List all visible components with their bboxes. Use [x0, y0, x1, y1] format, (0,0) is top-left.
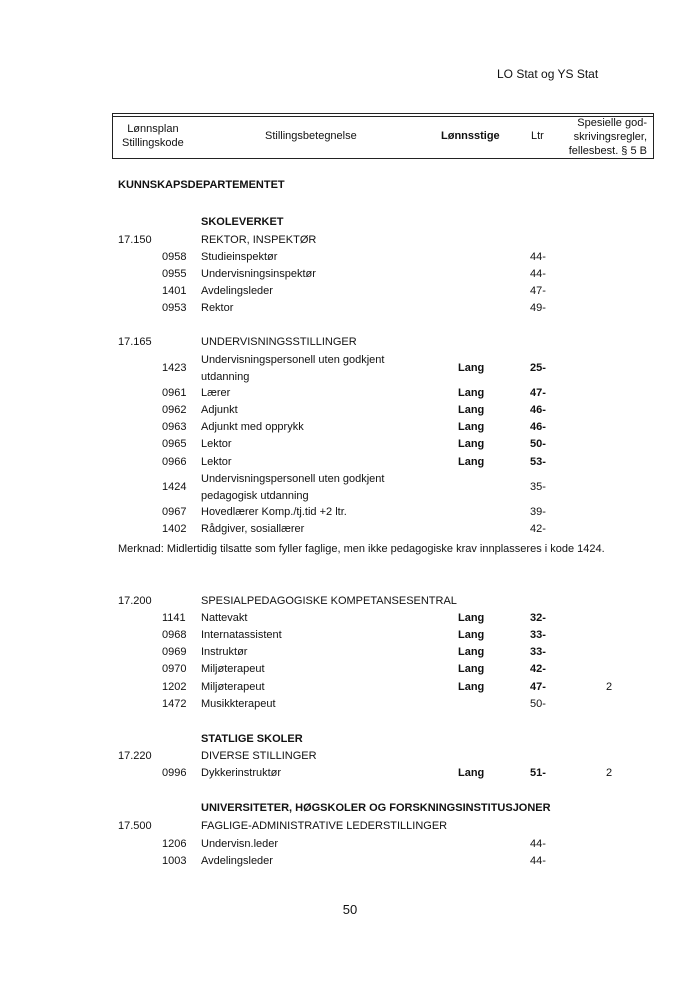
section-title: DIVERSE STILLINGER [201, 750, 317, 762]
position-title: Internatassistent [201, 629, 282, 641]
salary-step: 44- [530, 838, 546, 850]
position-code: 0953 [162, 302, 187, 314]
table-row [0, 853, 700, 870]
position-title: Studieinspektør [201, 251, 278, 263]
position-title: Undervisningspersonell uten godkjent pedagogisk utdanning [201, 473, 385, 502]
section-code: 17.150 [118, 234, 152, 246]
salary-scale: Lang [458, 387, 485, 399]
section-title: REKTOR, INSPEKTØR [201, 234, 317, 246]
salary-step: 49- [530, 302, 546, 314]
salary-step: 51- [530, 767, 546, 779]
salary-step: 47- [530, 285, 546, 297]
salary-scale: Lang [458, 438, 485, 450]
position-title: Lektor [201, 456, 232, 468]
position-code: 1402 [162, 523, 187, 535]
position-title: Avdelingsleder [201, 855, 273, 867]
table-row [0, 627, 700, 644]
salary-scale: Lang [458, 612, 485, 624]
position-title: Instruktør [201, 646, 248, 658]
position-code: 0969 [162, 646, 187, 658]
position-code: 0967 [162, 506, 187, 518]
salary-step: 44- [530, 268, 546, 280]
salary-scale: Lang [458, 362, 485, 374]
position-code: 1003 [162, 855, 187, 867]
document-header: LO Stat og YS Stat [497, 67, 599, 81]
column-header-regler: Spesielle god- skrivingsregler, fellesbest. § 5 B [568, 117, 647, 157]
position-code: 0966 [162, 456, 187, 468]
position-code: 1401 [162, 285, 187, 297]
salary-step: 32- [530, 612, 546, 624]
group-heading [0, 214, 700, 231]
column-header-ltr: Ltr [531, 130, 544, 142]
salary-step: 46- [530, 421, 546, 433]
salary-step: 50- [530, 438, 546, 450]
table-row [0, 266, 700, 283]
position-code: 0996 [162, 767, 187, 779]
section-row [0, 748, 700, 765]
position-code: 1206 [162, 838, 187, 850]
salary-scale: Lang [458, 421, 485, 433]
table-row [0, 283, 700, 300]
group-heading-title: SKOLEVERKET [201, 216, 284, 228]
position-title: Adjunkt med opprykk [201, 421, 304, 433]
salary-step: 33- [530, 646, 546, 658]
table-row [0, 521, 700, 538]
section-code: 17.500 [118, 820, 152, 832]
table-row [0, 471, 700, 502]
section-row [0, 334, 700, 351]
table-row [0, 436, 700, 453]
salary-step: 35- [530, 481, 546, 493]
position-title: Lektor [201, 438, 232, 450]
salary-scale: Lang [458, 456, 485, 468]
table-row [0, 385, 700, 402]
position-code: 1141 [162, 612, 186, 624]
table-row [0, 644, 700, 661]
position-code: 0958 [162, 251, 187, 263]
salary-scale: Lang [458, 404, 485, 416]
section-row [0, 232, 700, 249]
position-title: Hovedlærer Komp./tj.tid +2 ltr. [201, 506, 347, 518]
position-code: 1472 [162, 698, 187, 710]
salary-scale: Lang [458, 629, 485, 641]
position-title: Adjunkt [201, 404, 238, 416]
salary-step: 47- [530, 681, 546, 693]
position-title: Rektor [201, 302, 234, 314]
salary-scale: Lang [458, 767, 485, 779]
table-row [0, 352, 700, 383]
salary-scale: Lang [458, 681, 485, 693]
position-title: Rådgiver, sosiallærer [201, 523, 305, 535]
department-heading: KUNNSKAPSDEPARTEMENTET [118, 179, 285, 191]
salary-step: 33- [530, 629, 546, 641]
table-row [0, 610, 700, 627]
salary-step: 42- [530, 523, 546, 535]
position-code: 0955 [162, 268, 187, 280]
salary-step: 25- [530, 362, 546, 374]
position-code: 1202 [162, 681, 187, 693]
section-title: SPESIALPEDAGOGISKE KOMPETANSESENTRAL [201, 595, 457, 607]
section-title: UNDERVISNINGSSTILLINGER [201, 336, 357, 348]
table-row [0, 679, 700, 696]
position-title: Musikkterapeut [201, 698, 276, 710]
table-row [0, 454, 700, 471]
table-row [0, 765, 700, 782]
salary-step: 44- [530, 251, 546, 263]
salary-scale: Lang [458, 663, 485, 675]
position-title: Miljøterapeut [201, 663, 265, 675]
table-row [0, 696, 700, 713]
position-title: Avdelingsleder [201, 285, 273, 297]
group-heading-title: STATLIGE SKOLER [201, 733, 303, 745]
position-title: Dykkerinstruktør [201, 767, 282, 779]
table-row [0, 300, 700, 317]
column-header-title: Stillingsbetegnelse [265, 130, 357, 142]
position-title: Undervisn.leder [201, 838, 279, 850]
salary-step: 42- [530, 663, 546, 675]
salary-step: 53- [530, 456, 546, 468]
position-code: 1424 [162, 481, 187, 493]
table-row [0, 402, 700, 419]
column-header-stige: Lønnsstige [441, 130, 500, 142]
table-row [0, 661, 700, 678]
table-row [0, 504, 700, 521]
salary-step: 50- [530, 698, 546, 710]
salary-step: 44- [530, 855, 546, 867]
salary-step: 47- [530, 387, 546, 399]
position-code: 0962 [162, 404, 187, 416]
position-title: Undervisningspersonell uten godkjent utdanning [201, 354, 385, 383]
position-title: Nattevakt [201, 612, 248, 624]
position-code: 0965 [162, 438, 187, 450]
section-row [0, 593, 700, 610]
column-header-plan: Lønnsplan Stillingskode [122, 123, 184, 149]
special-rule: 2 [606, 767, 613, 779]
position-code: 0963 [162, 421, 187, 433]
group-heading [0, 731, 700, 748]
section-row [0, 818, 700, 835]
position-code: 0961 [162, 387, 187, 399]
position-title: Miljøterapeut [201, 681, 265, 693]
section-title: FAGLIGE-ADMINISTRATIVE LEDERSTILLINGER [201, 820, 448, 832]
position-code: 0968 [162, 629, 187, 641]
group-heading [0, 800, 700, 817]
salary-step: 39- [530, 506, 546, 518]
salary-scale: Lang [458, 646, 485, 658]
position-code: 1423 [162, 362, 187, 374]
section-code: 17.165 [118, 336, 152, 348]
page-number: 50 [342, 902, 358, 917]
section-code: 17.220 [118, 750, 152, 762]
salary-step: 46- [530, 404, 546, 416]
group-heading-title: UNIVERSITETER, HØGSKOLER OG FORSKNINGSINSTITUSJONER [201, 802, 551, 814]
special-rule: 2 [606, 681, 613, 693]
section-code: 17.200 [118, 595, 152, 607]
position-code: 0970 [162, 663, 187, 675]
position-title: Lærer [201, 387, 231, 399]
table-row [0, 419, 700, 436]
table-row [0, 249, 700, 266]
table-row [0, 836, 700, 853]
note-text: Merknad: Midlertidig tilsatte som fyller faglige, men ikke pedagogiske krav innplasseres i kode 1424. [118, 543, 605, 555]
position-title: Undervisningsinspektør [201, 268, 316, 280]
